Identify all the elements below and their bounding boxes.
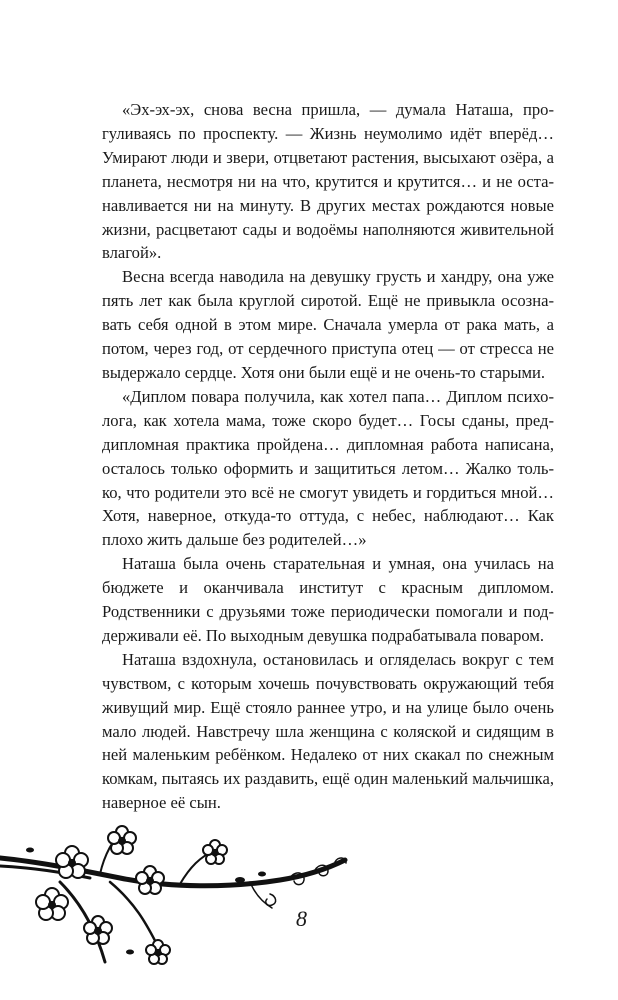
- paragraph-4: Наташа была очень старательная и умная, она училась на бюджете и оканчивала институт с красным дипломом. Родственники с друзьями тоже периодически помогали и поддерживали её. По выходным девушка подрабатывала поваром.: [102, 554, 554, 645]
- cherry-blossom-branch-icon: [0, 822, 360, 972]
- paragraph-3: «Диплом повара получила, как хотел папа… Диплом психолога, как хотела мама, тоже скоро будет… Госы сданы, преддипломная практика пройдена… дипломная работа написана, осталось только оформить и защититься летом… Жалко только, что родители это всё не смогут увидеть и гордиться мной… Хотя, наверное, откуда-то оттуда, с небес, наблюдают… Как плохо жить дальше без родителей…»: [102, 386, 554, 550]
- paragraph-5: Наташа вздохнула, остановилась и огляделась вокруг с тем чувством, с которым хочешь почувствовать окружающий тебя живущий мир. Ещё стояло раннее утро, и на улице было очень мало людей. Навстречу шла женщина с коляской и сидящим в ней маленьким ребёнком. Недалеко от них скакал по снежным комкам, пытаясь их раздавить, ещё один маленький мальчишка, наверное её сын.: [102, 649, 554, 813]
- body-text: [102, 98, 554, 815]
- page-number: 8: [296, 906, 307, 931]
- paragraph-2: Весна всегда наводила на девушку грусть и хандру, она уже пять лет как была круглой сиротой. Ещё не привыкла осознавать себя одной в этом мире. Сначала умерла от рака мать, а потом, через год, от сердечного приступа отец — от стресса не выдержало сердце. Хотя они были ещё и не очень-то старыми.: [102, 267, 554, 382]
- paragraph-1: «Эх-эх-эх, снова весна пришла, — думала Наташа, прогуливаясь по проспекту. — Жизнь неумолимо идёт вперёд… Умирают люди и звери, отцветают растения, высыхают озёра, а планета, несмотря ни на что, крутится и крутится… и не останавливается ни на минуту. В других местах рождаются новые жизни, расцветают сады и водоёмы наполняются живительной влагой».: [102, 100, 554, 263]
